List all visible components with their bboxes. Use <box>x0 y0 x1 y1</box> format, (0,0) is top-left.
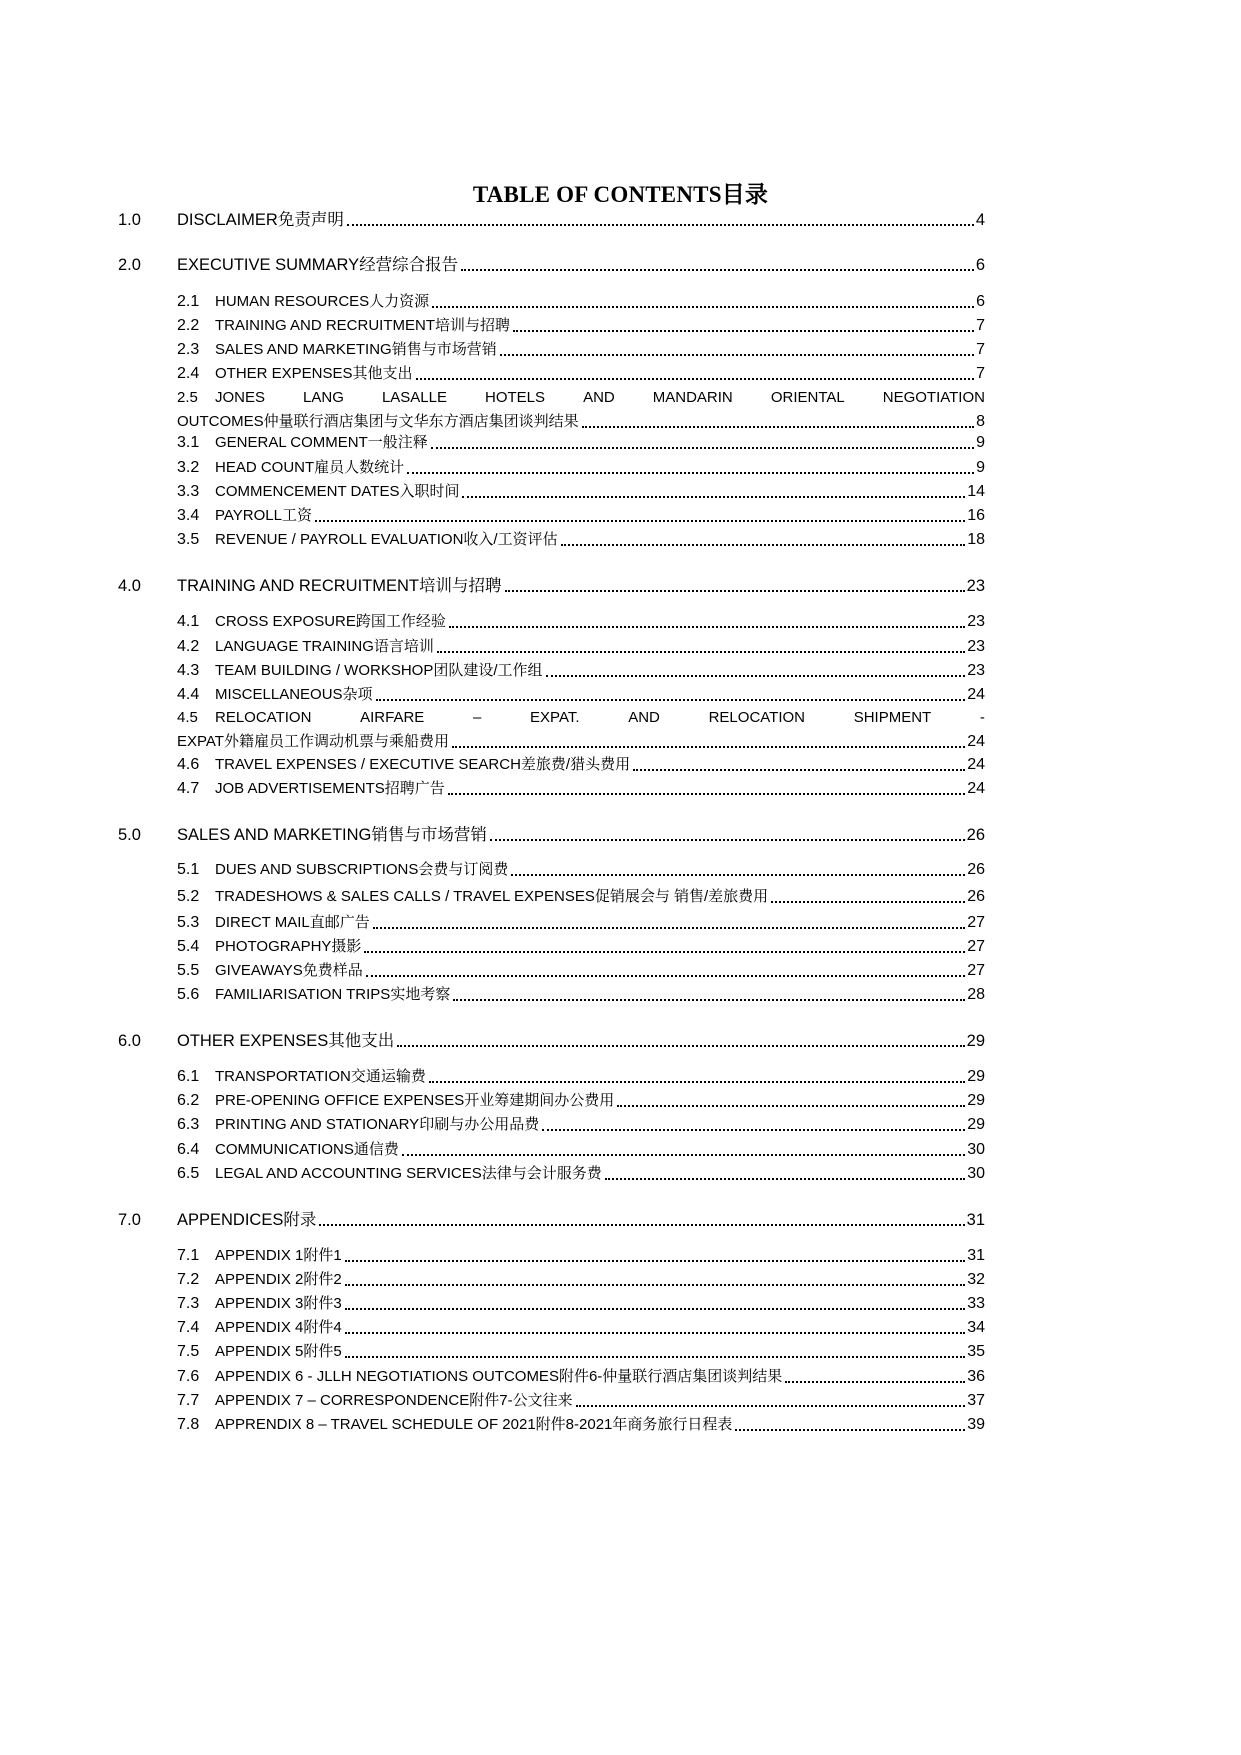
toc-section-number: 1.0 <box>118 211 141 229</box>
dot-leader <box>345 1308 965 1310</box>
toc-entry-title: GENERAL COMMENT一般注释 <box>215 434 428 451</box>
toc-entry-number: 2.4 <box>177 365 200 382</box>
toc-entry-title-word: – <box>473 709 482 726</box>
dot-leader <box>500 354 974 356</box>
toc-entry-number: 5.4 <box>177 938 200 955</box>
toc-section-title: APPENDICES附录 <box>177 1211 317 1229</box>
toc-page-number: 32 <box>967 1271 985 1288</box>
dot-leader <box>561 544 966 546</box>
dot-leader <box>416 378 975 380</box>
toc-page-number: 27 <box>967 962 985 979</box>
toc-page-number: 26 <box>966 826 985 844</box>
toc-entry-row[interactable] <box>177 527 985 551</box>
toc-entry-number: 5.3 <box>177 914 200 931</box>
toc-page-number: 7 <box>976 317 985 334</box>
toc-entry-row[interactable] <box>177 658 985 682</box>
toc-entry-title: LANGUAGE TRAINING语言培训 <box>215 638 434 655</box>
toc-entry-title <box>215 707 985 729</box>
toc-entry-number: 4.5 <box>177 709 198 726</box>
toc-entry-number: 3.4 <box>177 507 200 524</box>
dot-leader <box>785 1381 965 1383</box>
toc-section-number: 4.0 <box>118 577 141 595</box>
dot-leader <box>617 1105 965 1107</box>
dot-leader <box>345 1260 965 1262</box>
toc-entry-title-word: AND <box>628 709 660 726</box>
toc-page-number: 26 <box>967 888 985 905</box>
toc-entry-title: HEAD COUNT雇员人数统计 <box>215 459 405 476</box>
toc-entry-number: 2.2 <box>177 317 200 334</box>
toc-entry-number: 5.1 <box>177 861 200 878</box>
dot-leader <box>505 590 965 592</box>
dot-leader <box>605 1178 965 1180</box>
toc-section-number: 5.0 <box>118 826 141 844</box>
toc-entry-number: 3.1 <box>177 434 200 451</box>
toc-entry-number: 5.5 <box>177 962 200 979</box>
dot-leader <box>402 1154 965 1156</box>
dot-leader <box>345 1332 965 1334</box>
dot-leader <box>347 224 974 226</box>
toc-entry-title-word: MANDARIN <box>652 389 733 406</box>
toc-page-number: 27 <box>967 938 985 955</box>
toc-entry-row[interactable] <box>177 1364 985 1388</box>
toc-page-number: 31 <box>967 1247 985 1264</box>
toc-entry-title-word: JONES <box>215 389 266 406</box>
toc-entry-number: 7.8 <box>177 1416 200 1433</box>
toc-entry-row[interactable] <box>177 1088 985 1112</box>
toc-entry-number: 6.2 <box>177 1092 200 1109</box>
toc-entry-number: 6.4 <box>177 1141 200 1158</box>
toc-entry-title: PHOTOGRAPHY摄影 <box>215 938 362 955</box>
toc-entry-number: 7.4 <box>177 1319 200 1336</box>
toc-entry-number: 7.5 <box>177 1343 200 1360</box>
toc-entry-title: GIVEAWAYS免费样品 <box>215 962 363 979</box>
toc-entry-title <box>215 387 985 409</box>
toc-entry-title-word: RELOCATION <box>215 709 312 726</box>
toc-page-number: 26 <box>967 861 985 878</box>
toc-entry-title: TRANSPORTATION交通运输费 <box>215 1068 426 1085</box>
toc-entry-number: 4.7 <box>177 780 200 797</box>
toc-entry-row[interactable] <box>177 910 985 934</box>
dot-leader <box>345 1284 965 1286</box>
toc-section-row[interactable] <box>118 1207 985 1231</box>
toc-entry-row[interactable] <box>177 479 985 503</box>
toc-entry-title: APPENDIX 4附件4 <box>215 1319 342 1336</box>
toc-entry-title-word: LASALLE <box>381 389 447 406</box>
toc-entry-number: 6.3 <box>177 1116 200 1133</box>
dot-leader <box>376 699 966 701</box>
dot-leader <box>373 927 965 929</box>
toc-page-number: 29 <box>967 1092 985 1109</box>
toc-page-number: 24 <box>967 733 985 750</box>
toc-page-number: 24 <box>967 756 985 773</box>
dot-leader <box>429 1081 965 1083</box>
dot-leader <box>462 496 965 498</box>
toc-page-number: 18 <box>967 531 985 548</box>
toc-entry-title: COMMUNICATIONS通信费 <box>215 1141 399 1158</box>
toc-entry-title: APPRENDIX 8 – TRAVEL SCHEDULE OF 2021附件8-2021年商务旅行日程表 <box>215 1416 733 1433</box>
dot-leader <box>546 675 966 677</box>
dot-leader <box>364 951 965 953</box>
toc-entry-title: APPENDIX 7 – CORRESPONDENCE附件7-公文往来 <box>215 1392 573 1409</box>
toc-entry-title: PRE-OPENING OFFICE EXPENSES开业筹建期间办公费用 <box>215 1092 615 1109</box>
toc-entry-title-word: AND <box>583 389 615 406</box>
toc-page-number: 30 <box>967 1141 985 1158</box>
toc-entry-number: 7.2 <box>177 1271 200 1288</box>
toc-entry-title: MISCELLANEOUS杂项 <box>215 686 373 703</box>
toc-page-number: 23 <box>967 662 985 679</box>
dot-leader <box>319 1224 964 1226</box>
toc-entry-row[interactable] <box>177 1243 985 1267</box>
dot-leader <box>366 975 965 977</box>
toc-section-row[interactable] <box>118 573 985 597</box>
toc-entry-number: 4.2 <box>177 638 200 655</box>
toc-entry-row[interactable] <box>177 958 985 982</box>
toc-page-number: 33 <box>967 1295 985 1312</box>
toc-entry-title: COMMENCEMENT DATES入职时间 <box>215 483 460 500</box>
toc-entry-title: SALES AND MARKETING销售与市场营销 <box>215 341 497 358</box>
dot-leader <box>431 447 974 449</box>
toc-entry-row[interactable] <box>177 934 985 958</box>
toc-entry-title-word: HOTELS <box>485 389 546 406</box>
toc-entry-number: 7.7 <box>177 1392 200 1409</box>
toc-entry-number: 7.3 <box>177 1295 200 1312</box>
toc-entry-title: FAMILIARISATION TRIPS实地考察 <box>215 986 451 1003</box>
dot-leader <box>432 306 974 308</box>
toc-entry-title: PRINTING AND STATIONARY印刷与办公用品费 <box>215 1116 540 1133</box>
dot-leader <box>735 1429 965 1431</box>
toc-section-title: TRAINING AND RECRUITMENT培训与招聘 <box>177 577 502 595</box>
toc-page-number: 31 <box>966 1211 985 1229</box>
toc-section-number: 7.0 <box>118 1211 141 1229</box>
toc-entry-row[interactable] <box>177 857 985 881</box>
toc-entry-title: HUMAN RESOURCES人力资源 <box>215 293 430 310</box>
toc-page-number: 28 <box>967 986 985 1003</box>
toc-entry-row[interactable] <box>177 361 985 385</box>
dot-leader <box>449 626 965 628</box>
toc-page-number: 35 <box>967 1343 985 1360</box>
toc-entry-title-word: SHIPMENT <box>853 709 932 726</box>
toc-entry-row[interactable] <box>177 1388 985 1412</box>
toc-entry-row[interactable] <box>177 385 985 409</box>
toc-page-number: 29 <box>966 1032 985 1050</box>
dot-leader <box>461 269 974 271</box>
dot-leader <box>771 901 965 903</box>
toc-entry-title: OUTCOMES仲量联行酒店集团与文华东方酒店集团谈判结果 <box>177 413 579 430</box>
toc-section-title: DISCLAIMER免责声明 <box>177 211 344 229</box>
toc-page-number: 7 <box>976 365 985 382</box>
toc-page-number: 16 <box>967 507 985 524</box>
toc-entry-number: 3.5 <box>177 531 200 548</box>
dot-leader <box>490 839 965 841</box>
toc-entry-number: 4.6 <box>177 756 200 773</box>
dot-leader <box>542 1129 965 1131</box>
toc-entry-title: APPENDIX 6 - JLLH NEGOTIATIONS OUTCOMES附件6-仲量联行酒店集团谈判结果 <box>215 1368 783 1385</box>
toc-entry-row[interactable] <box>177 1339 985 1363</box>
toc-page-number: 29 <box>967 1068 985 1085</box>
toc-entry-number: 7.1 <box>177 1247 200 1264</box>
toc-page-number: 36 <box>967 1368 985 1385</box>
toc-entry-number: 2.3 <box>177 341 200 358</box>
toc-entry-row[interactable] <box>177 776 985 800</box>
toc-entry-title: APPENDIX 5附件5 <box>215 1343 342 1360</box>
toc-page-number: 24 <box>967 780 985 797</box>
dot-leader <box>345 1356 965 1358</box>
toc-page-number: 7 <box>976 341 985 358</box>
toc-entry-title-word: LANG <box>303 389 344 406</box>
toc-entry-row[interactable] <box>177 1315 985 1339</box>
toc-entry-title: EXPAT外籍雇员工作调动机票与乘船费用 <box>177 733 449 750</box>
toc-page-number: 23 <box>967 613 985 630</box>
toc-entry-row[interactable] <box>177 503 985 527</box>
toc-entry-title-word: EXPAT. <box>530 709 580 726</box>
dot-leader <box>315 520 965 522</box>
toc-entry-number: 3.3 <box>177 483 200 500</box>
toc-entry-number: 4.3 <box>177 662 200 679</box>
toc-entry-row[interactable] <box>177 1137 985 1161</box>
dot-leader <box>576 1405 966 1407</box>
toc-entry-row[interactable] <box>177 430 985 454</box>
toc-page-number: 23 <box>966 577 985 595</box>
toc-page-number: 9 <box>976 434 985 451</box>
toc-entry-row[interactable] <box>177 634 985 658</box>
toc-entry-number: 5.2 <box>177 888 200 905</box>
toc-section-row[interactable] <box>118 822 985 846</box>
dot-leader <box>448 793 965 795</box>
toc-entry-number: 7.6 <box>177 1368 200 1385</box>
toc-entry-row[interactable] <box>177 1064 985 1088</box>
dot-leader <box>397 1045 964 1047</box>
dot-leader <box>582 426 974 428</box>
toc-entry-title: DIRECT MAIL直邮广告 <box>215 914 370 931</box>
toc-entry-number: 2.5 <box>177 389 198 406</box>
toc-entry-title: TRAVEL EXPENSES / EXECUTIVE SEARCH差旅费/猎头费用 <box>215 756 631 773</box>
toc-entry-row[interactable] <box>177 752 985 776</box>
toc-section-row[interactable] <box>118 207 985 231</box>
toc-page-number: 37 <box>967 1392 985 1409</box>
toc-entry-title: APPENDIX 1附件1 <box>215 1247 342 1264</box>
toc-entry-title: APPENDIX 3附件3 <box>215 1295 342 1312</box>
toc-entry-row[interactable] <box>177 884 985 908</box>
toc-page-number: 27 <box>967 914 985 931</box>
toc-entry-row[interactable] <box>177 1412 985 1436</box>
toc-page-number: 34 <box>967 1319 985 1336</box>
toc-entry-row[interactable] <box>177 1267 985 1291</box>
toc-entry-title: OTHER EXPENSES其他支出 <box>215 365 413 382</box>
toc-page-number: 30 <box>967 1165 985 1182</box>
toc-entry-row[interactable] <box>177 982 985 1006</box>
toc-page-number: 24 <box>967 686 985 703</box>
toc-page-number: 4 <box>975 211 985 229</box>
toc-entry-title: TRADESHOWS & SALES CALLS / TRAVEL EXPENSES促销展会与 销售/差旅费用 <box>215 888 769 905</box>
toc-entry-row[interactable] <box>177 729 985 753</box>
toc-entry-title: LEGAL AND ACCOUNTING SERVICES法律与会计服务费 <box>215 1165 602 1182</box>
toc-entry-number: 2.1 <box>177 293 200 310</box>
toc-entry-row[interactable] <box>177 1161 985 1185</box>
toc-entry-row[interactable] <box>177 289 985 313</box>
toc-section-number: 2.0 <box>118 256 141 274</box>
toc-entry-number: 4.1 <box>177 613 200 630</box>
toc-entry-number: 4.4 <box>177 686 200 703</box>
toc-section-title: OTHER EXPENSES其他支出 <box>177 1032 395 1050</box>
toc-entry-row[interactable] <box>177 337 985 361</box>
toc-entry-title-word: AIRFARE <box>360 709 425 726</box>
toc-entry-title: JOB ADVERTISEMENTS招聘广告 <box>215 780 445 797</box>
toc-entry-number: 6.1 <box>177 1068 200 1085</box>
toc-section-number: 6.0 <box>118 1032 141 1050</box>
toc-entry-number: 6.5 <box>177 1165 200 1182</box>
toc-entry-title-word: ORIENTAL <box>770 389 845 406</box>
toc-section-row[interactable] <box>118 1028 985 1052</box>
toc-page-number: 23 <box>967 638 985 655</box>
toc-entry-row[interactable] <box>177 705 985 729</box>
toc-entry-title: PAYROLL工资 <box>215 507 312 524</box>
toc-page-number: 9 <box>976 459 985 476</box>
toc-section-title: EXECUTIVE SUMMARY经营综合报告 <box>177 256 459 274</box>
toc-entry-title: TEAM BUILDING / WORKSHOP团队建设/工作组 <box>215 662 543 679</box>
toc-entry-title: REVENUE / PAYROLL EVALUATION收入/工资评估 <box>215 531 558 548</box>
toc-entry-row[interactable] <box>177 313 985 337</box>
toc-entry-row[interactable] <box>177 1291 985 1315</box>
toc-page-number: 6 <box>975 256 985 274</box>
toc-entry-title-word: RELOCATION <box>708 709 805 726</box>
toc-entry-title-word: - <box>979 709 985 726</box>
toc-page-number: 39 <box>967 1416 985 1433</box>
dot-leader <box>513 330 974 332</box>
dot-leader <box>511 874 965 876</box>
dot-leader <box>633 769 965 771</box>
dot-leader <box>453 999 965 1001</box>
toc-entry-title: TRAINING AND RECRUITMENT培训与招聘 <box>215 317 511 334</box>
toc-entry-title: DUES AND SUBSCRIPTIONS会费与订阅费 <box>215 861 509 878</box>
toc-page-number: 14 <box>967 483 985 500</box>
toc-entry-title: APPENDIX 2附件2 <box>215 1271 342 1288</box>
toc-entry-number: 5.6 <box>177 986 200 1003</box>
toc-page-number: 29 <box>967 1116 985 1133</box>
toc-page-number: 6 <box>976 293 985 310</box>
toc-entry-row[interactable] <box>177 455 985 479</box>
dot-leader <box>437 651 965 653</box>
toc-page-number: 8 <box>976 413 985 430</box>
toc-entry-row[interactable] <box>177 682 985 706</box>
toc-entry-row[interactable] <box>177 609 985 633</box>
toc-section-row[interactable] <box>118 252 985 276</box>
page-title: TABLE OF CONTENTS目录 <box>472 182 769 207</box>
toc-entry-number: 3.2 <box>177 459 200 476</box>
toc-section-title: SALES AND MARKETING销售与市场营销 <box>177 826 487 844</box>
dot-leader <box>407 472 974 474</box>
toc-entry-title-word: NEGOTIATION <box>882 389 985 406</box>
toc-entry-title: CROSS EXPOSURE跨国工作经验 <box>215 613 446 630</box>
toc-entry-row[interactable] <box>177 1112 985 1136</box>
dot-leader <box>452 746 965 748</box>
